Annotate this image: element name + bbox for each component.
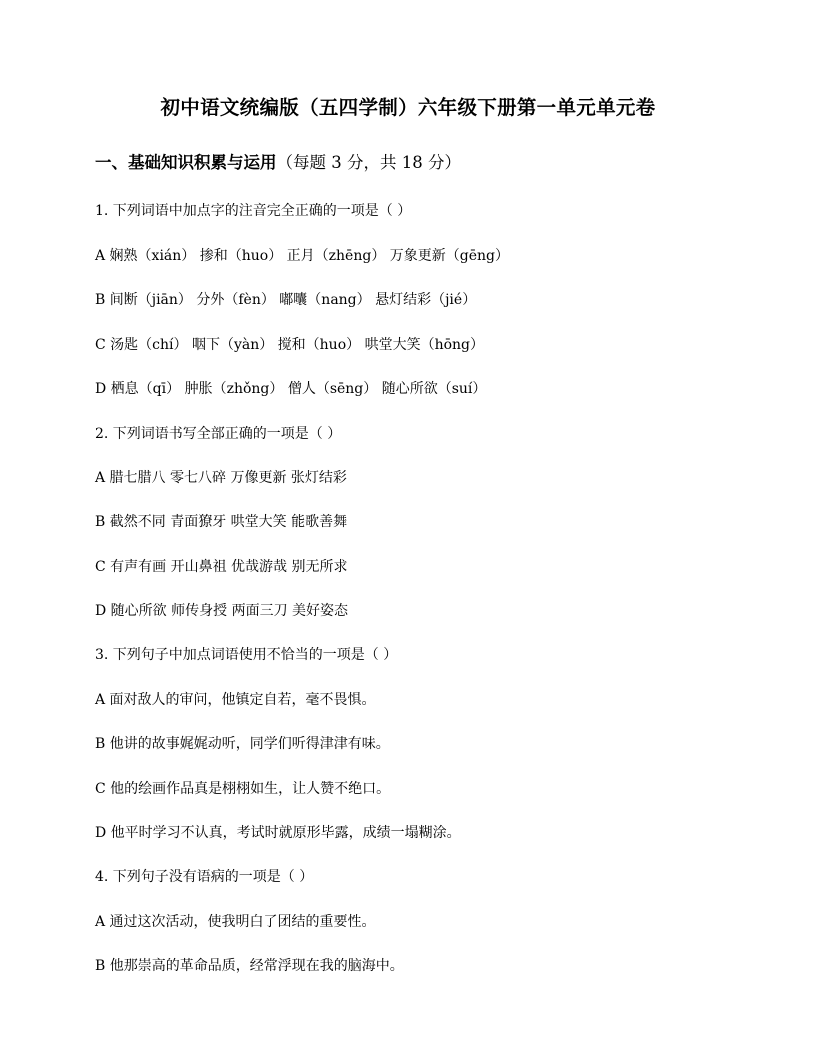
question-1-stem: 1. 下列词语中加点字的注音完全正确的一项是（ ）	[95, 203, 412, 219]
question-3-option-a: A 面对敌人的审问，他镇定自若，毫不畏惧。	[95, 692, 376, 708]
question-3-option-d: D 他平时学习不认真，考试时就原形毕露，成绩一塌糊涂。	[95, 825, 461, 841]
question-2-option-b: B 截然不同 青面獠牙 哄堂大笑 能歌善舞	[95, 514, 348, 530]
question-3-stem: 3. 下列句子中加点词语使用不恰当的一项是（ ）	[95, 647, 398, 663]
question-3-option-b: B 他讲的故事娓娓动听，同学们听得津津有味。	[95, 736, 390, 752]
question-4-stem: 4. 下列句子没有语病的一项是（ ）	[95, 869, 314, 885]
question-1-option-d: D 栖息（qī） 肿胀（zhǒng） 僧人（sēng） 随心所欲（suí）	[95, 381, 487, 397]
question-2-stem: 2. 下列词语书写全部正确的一项是（ ）	[95, 426, 342, 442]
section-heading: 一、基础知识积累与运用	[95, 153, 277, 172]
question-2-option-d: D 随心所欲 师传身授 两面三刀 美好姿态	[95, 603, 349, 619]
question-1-option-b: B 间断（jiān） 分外（fèn） 嘟囔（nang） 悬灯结彩（jié）	[95, 292, 477, 308]
question-2-option-c: C 有声有画 开山鼻祖 优哉游哉 别无所求	[95, 559, 348, 575]
question-1-option-c: C 汤匙（chí） 咽下（yàn） 搅和（huo） 哄堂大笑（hōng）	[95, 337, 485, 353]
section-heading-row	[95, 149, 461, 173]
question-1-option-a: A 娴熟（xián） 掺和（huo） 正月（zhēng） 万象更新（gēng）	[95, 248, 509, 264]
question-4-option-b: B 他那崇高的革命品质，经常浮现在我的脑海中。	[95, 958, 404, 974]
question-4-option-a: A 通过这次活动，使我明白了团结的重要性。	[95, 914, 376, 930]
section-score-note: （每题 3 分，共 18 分）	[276, 153, 461, 172]
document-title: 初中语文统编版（五四学制）六年级下册第一单元单元卷	[160, 96, 656, 119]
question-2-option-a: A 腊七腊八 零七八碎 万像更新 张灯结彩	[95, 470, 347, 486]
question-3-option-c: C 他的绘画作品真是栩栩如生，让人赞不绝口。	[95, 781, 391, 797]
